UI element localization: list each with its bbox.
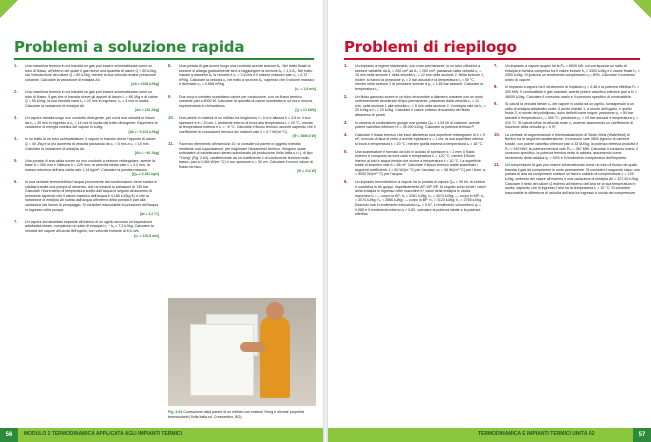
exercise-answer: [c₂ = 120,8 m/s] — [134, 233, 159, 238]
exercise-number: 4. — [14, 136, 18, 142]
right-page — [328, 0, 651, 442]
exercise-text: Un vapore surriscaldato espande all’interno di un ugello secondo un’espansione adiabatica ideale, compiendo un salto di entalpia h₁ − h₂ = 7,3 kJ/kg. Calcolare la velocità del vapore all’uscita dell’ugello, con velocità entrante di 8,5 m/s. — [25, 219, 154, 233]
exercise-number: 7. — [14, 218, 18, 224]
exercise-item — [494, 133, 640, 161]
exercise-text: Si calcoli la velocità ideale c₁ᵢ del vapore in uscita da un ugello, consapevole a un salto di entalpia adiabatico reale. Il punto iniziale 1, a monte dell’ugello, e quello finale 2, a monte del polistiposo, sono definiti come segue: pressione p₁ = 50 bar assoluti e temperatura t₁ = 500 °C; pressione p₂ = 24 bar assoluti e temperatura t₂ = 410 °C. Si calcoli infine la velocità reale c₂ uscente assumendo un coefficiente di riduzione della velocità φ = 0,97. — [505, 102, 639, 130]
exercise-item — [344, 121, 486, 130]
exercise-item — [14, 116, 159, 134]
exercise-answer: [Δt = 3,2 °C] — [139, 212, 159, 217]
exercise-answer: [Δh = −40 J/kg] — [134, 151, 159, 156]
page-number: 57 — [633, 428, 651, 442]
exercise-answer: [Q = 12 kWh] — [295, 108, 316, 113]
right-column-1 — [344, 64, 486, 220]
exercise-number: 6. — [344, 179, 348, 185]
footer-text: TERMODINAMICA E IMPIANTI TERMICI UNITÀ 02 — [478, 431, 595, 437]
exercise-item — [168, 95, 316, 113]
exercise-number: 11. — [168, 140, 174, 146]
exercise-text: Due corpi a contatto scambiano calore per conduzione, con un flusso termico costante pari a 8000 W. Calcolare la quantità di calore scambiata in un’ora e mezza, esprimendola in chilowattora. — [179, 94, 313, 108]
page-number: 56 — [0, 428, 18, 442]
corner-decoration — [0, 0, 18, 18]
exercise-number: 1. — [14, 63, 18, 68]
exercise-text: In impianto a vapore ha il rendimento di impianto ηᵢ = 0,48 e la potenza effettiva Pₑ = 300 MW. Il combustibile è gas naturale, avente potere calorifico inferiore pari a Hᵢ = 46000 kJ/kg. Calcolare il consumo orario e il consumo specifico di combustibile. — [505, 85, 640, 99]
exercise-item — [168, 142, 316, 174]
exercise-item — [168, 116, 316, 139]
exercise-item — [344, 64, 486, 92]
exercise-answer: [Φ = 2866,5 W] — [292, 134, 316, 139]
left-column-1 — [14, 64, 159, 241]
exercise-text: Un vapore transita lungo uno condotto divergente, per cui la sua velocità si riduce da c₁ = 20 m/s in ingresso a c₂ = 14 m/s in uscita dal tratto divergente. Esprimere la variazione di energia cinetica del vapore in kJ/kg. — [25, 115, 158, 130]
exercise-number: 8. — [494, 84, 498, 90]
exercise-number: 10. — [494, 131, 500, 137]
exercise-item — [494, 163, 640, 195]
exercise-item — [14, 137, 159, 155]
exercise-text: La centrale di cogenerazione e teleriscaldamento di Sesto West (Waterfield) di Berlino ha le seguenti caratteristiche: il consumo vale 3500 t/giorno di carbone fossile, con potere calorifico inferiore pari a 33 MJ/kg; la potenza elettrica prodotta è Pₑₗ = 249 MW; la potenza termica vale Pₜₕ = 367 MW. Calcolare il consumo orario, il consumo specifico, la potenza termica netta in caldaia, assumendo come rendimento della caldaia ηₖ = 93% e il rendimento complessivo dell’impianto. — [505, 132, 639, 160]
exercise-item — [14, 64, 159, 87]
exercise-item — [344, 95, 486, 118]
exercise-text: In camera di combustione giunge una portata Qₘ = 1,05 t/h di carbone, avente potere calorifico inferiore Hᵢ = 26 000 kJ/kg. Calcolare la potenza termica P. — [355, 120, 480, 130]
exercise-number: 3. — [14, 114, 18, 120]
exercise-text: Un fluido gassoso scorre in un tubo orizzontale a diametro costante con un moto uniformemente decelerato di tipo permanente, passando dalla velocità c₁ = 12 m/s, nella sezione 1 alla velocità c₂ = 5 m/s nella sezione 2. L’entalpia vale da h₁ = 25 kJ/kg a h₂ = 20 kJ/kg. Calcolare il calore unitario di scambio del fluido attraverso le pareti. — [355, 94, 486, 117]
exercise-text: Una macchina termica in cui transita un gas può essere schematizzata come un tubo di flusso, all’interno del quale il gas riceve una quantità di calore Q = 60 kJ/kg, sia l’introduzione del calore Q = 60 kJ/kg, mentre la sua velocità rimane pressoché costante. Calcolare la variazione di entalpia Δh. — [25, 64, 157, 82]
exercise-text: Una scambiatore è formato da tubi in acciaio di spessore s = 2 mm; il fluido esterno è composto da fumi caldi a temperatura tₑ = 120 °C, mentre il fluido interno ai tubi è acqua fredda che scorre a temperatura tᵢ = 10 °C. La superficie totale di scambio vale A = 86 m². Calcolare il flusso termico totale scambiato i seguenti coefficienti: λ = 60 W/(m·°C) per l’acciaio; αₑ = 38 W/(m²·°C) per i fumi; αᵢ = 5000 W/(m²·°C) per l’acqua. — [355, 149, 486, 177]
exercise-text: Un impianto a vapore acquei ha la Pₑₗ = 8000 kW, cui corrisponde un salto di entalpia in turbina compreso fra il valore iniziale h₁ = 3300 kJ/kg e il valore finale h₂ = 2500 kJ/kg. Si ipotizza un rendimento complessivo η = 80%. Calcolare il consumo orario di vapore. — [505, 64, 640, 82]
exercise-text: Una parete in mattoni di un edificio ha lunghezza l = 9 m e altezza h = 3,5 m; il suo spessore è s = 20 cm. L’ambiente interno si trova alla temperatura tᵢ = 20 °C, mentre la temperatura esterna è tₑ = −6 °C. Calcolare il flusso termico uscente sapendo che il coefficiente di conduzione termica dei mattoni vale λ = 0,7 W/(m·°C). — [179, 115, 316, 134]
exercise-number: 2. — [14, 88, 18, 94]
exercise-text: Calcolare il flusso termico che esce attraverso una superficie rettangolare di 4 × 5 m², ricevuto di lana di vetro a avente spessore s = 1 cm; la sua superficie interna si trova a temperatura tᵢ = 20 °C, mentre quella esterna a temperatura tₑ = 18 °C. — [355, 132, 485, 146]
right-column-2 — [494, 64, 640, 198]
title-rule — [344, 58, 640, 60]
exercise-number: 6. — [14, 179, 18, 185]
exercise-text: Un impianto a regime stazionario, con moto permanente, in un tubo cilindrico a sezione variabile da A₁ = 200 cm² ad A₂ = 250 cm², passando dalla velocità c₁ = 15 m/s nella sezione 1 della velocità c₂ = 12 m/s nella sezione 2. Nella sezione 1, inoltre, si hanno la pressione p₁ = 2 bar assoluti e la temperatura t₁ = 50 °C, mentre nella sezione 2 la pressione scende a p₂ = 1,65 bar assoluti. Calcolare la temperatura t₂. — [355, 64, 485, 91]
ytong-photo — [168, 298, 316, 406]
exercise-item — [14, 180, 159, 217]
footer-text: MODULO 2 TERMODINAMICA APPLICATA AGLI IMPIANTI TERMICI — [24, 431, 182, 437]
exercise-text: Una macchina termica in cui transita un gas può essere schematizzata come un tubo di flusso. Il gas che vi transita riceve gli apporti di lavoro L = 88 J/kg e di calore Q = 50 kJ/kg; la sua velocità varia c₁ = 22 m/s in ingresso, c₂ = 4 m/s in uscita. Calcolare la variazione di entalpia Δh. — [25, 89, 158, 108]
photo-worker-arm — [240, 342, 266, 352]
exercise-answer: [Qₘ = 0,281 kg/s] — [131, 172, 159, 177]
exercise-text: Un impianto termoelettrico a vapore ha la portata di vapore Qₘ = 90 t/h; la turbina è suddivisa in tre gruppi, rispettivamente AP, MP, BP. Di seguito sono forniti i valori della entalpia in ingresso nelle macchine e i valori della entalpia in uscita macchina hᵤ: — corpo in AP: h₁ = 3261 kJ/kg; h₂ = 3074 kJ/kg; — corpo in MP: h₁ = 3074 kJ/kg; h₂ = 2866 kJ/kg; — corpo in BP: h₁ = 3123 kJ/kg; h₂ = 2765 kJ/kg. Essendo noti il rendimento meccanico ηₘ = 0,97, il rendimento volumetrico ηᵥ = 0,985 e il rendimento interno ηᵢ = 0,82, calcolare la potenza ideale e la potenza effettiva. — [355, 180, 486, 217]
exercise-item — [494, 85, 640, 99]
photo-block — [190, 324, 254, 396]
left-page — [0, 0, 323, 442]
exercise-answer: [Δh = 132 J/kg] — [134, 108, 159, 113]
left-column-2 — [168, 64, 316, 177]
exercise-item — [344, 150, 486, 178]
photo-worker-head — [266, 302, 284, 320]
exercise-number: 2. — [344, 93, 348, 99]
exercise-number: 9. — [168, 93, 172, 99]
exercise-item — [168, 64, 316, 92]
exercise-number: 11. — [494, 162, 500, 168]
exercise-answer: [Φ = 212 W] — [297, 169, 316, 174]
exercise-text: In un tratto di un tubo surriscaldatore, il vapore in transito riceve l’apporto di calore Q = 40 J/kg e la più aumenta di velocità passando da c₁ = 5 m/s a c₂ = 15 m/s. Calcolare la variazione di entalpia Δh. — [25, 137, 156, 151]
figure-caption — [168, 410, 316, 419]
exercise-answer: [Δk = −0,102 kJ/kg] — [128, 129, 159, 134]
right-page-title: Problemi di riepilogo — [344, 38, 517, 56]
figure-caption-text: Costruzione della parete di un edificio con mattoni Ytong e elevate proprietà termoisolanti (Xella Italia srl, Crescentino, BO). — [168, 410, 304, 419]
exercise-item — [494, 64, 640, 82]
exercise-item — [344, 180, 486, 217]
figure-caption-label: Fig. 2.64 — [168, 410, 183, 414]
exercise-text: In una centrale termoelettrica l’acqua proveniente dal condensatore viene inviata in caldaia tramite una pompa di alimento, che ne innalza la pressione di 135 bar. Calcolare l’incremento di temperatura subito dall’acqua in seguito all’aumento di pressione sapendo che il calore massico dell’acqua è 4,186 kJ/(kg·K) e che la variazione di entalpia Δh subita dall’acqua all’interno della pompa è pari alla variazione del lavoro di pompaggio. Si consideri trascurabile la pressione dell’acqua in ingresso nella pompa. — [25, 180, 159, 212]
exercise-text: Una portata di gas scorre lungo una condotta avente sezione A₁. Nel tratto finale la sezione si allarga gradualmente sino a raggiungere la sezione A₂ = 1,3 A₁. Nel tratto iniziale a diametro A₁ la velocità è c₁ = 2,6 m/s e il volume massico vale v₁ = 0,72 m³/kg. Calcolare la velocità c₂ nel tratto a sezione A₂, sapendo che il volume massico è diventato v₂ = 0,668 m³/kg. — [179, 64, 315, 87]
exercise-number: 3. — [344, 119, 348, 125]
corner-decoration — [633, 0, 651, 18]
exercise-text: Un compressore di gas può essere schematizzato come un tubo di flusso nel quale transita il gas da comprimere in moto permanente. Si consideri il seguente caso: una portata di aria da comprimere subisce un’lavoro unitario di compressione L = 125 kJ/kg, cedendo del calore all’esterno e una variazione di entalpia Δh = 107,52 kJ/kg. Calcolare il netto del calore Q esterno all’esterno dell’aria se la sua temperatura in uscita, sapendo che in ingresso l’aria ha la temperatura t₁ = 15 °C. Si consideri trascurabile la differenza di velocità dell’aria tra ingresso e uscita del compressore. — [505, 163, 640, 195]
exercise-item — [14, 220, 159, 238]
exercise-item — [14, 90, 159, 113]
photo-worker — [260, 316, 290, 398]
left-page-title: Problemi a soluzione rapida — [14, 38, 245, 56]
exercise-answer: [c₂ = 1,8 m/s] — [294, 86, 316, 91]
exercise-number: 1. — [344, 63, 348, 68]
exercise-text: Facendo riferimento all’esercizio 10, si consideri la parete in oggetto rivestita mediante una coppotazione, per migliorare l’isolamento termico. Vengono usate sottolastre di calcestruzzo aerato autoclavato (di produzione Xella Italia s.r.l.), di tipo “Ytong” (Fig. 2.64), caratterizzate da un coefficiente λ di conduzione termica molto basso, pari a 0,084 W/(m·°C) e con spessore s = 30 cm. Calcolare il nuovo valore di flusso termico. — [179, 141, 313, 169]
exercise-number: 7. — [494, 63, 498, 68]
exercise-text: Una portata di aria calda scorre un uno condotto a sezione rettangolare, avente la base b = 350 mm e l’altezza h = 220 mm; la velocità media vale c = 3,2 m/s, la massa volumica dell’aria calda vale 1,14 kg/m³. Calcolare la portata massica. — [25, 158, 156, 172]
exercise-number: 5. — [14, 157, 18, 163]
exercise-answer: [Δh = 1035 kJ/kg] — [131, 82, 159, 87]
exercise-number: 9. — [494, 101, 498, 107]
exercise-number: 10. — [168, 114, 174, 120]
title-rule — [14, 58, 314, 60]
exercise-number: 5. — [344, 148, 348, 154]
exercise-number: 4. — [344, 131, 348, 137]
exercise-item — [494, 102, 640, 130]
exercise-item — [14, 159, 159, 177]
exercise-item — [344, 133, 486, 147]
exercise-number: 8. — [168, 63, 172, 68]
